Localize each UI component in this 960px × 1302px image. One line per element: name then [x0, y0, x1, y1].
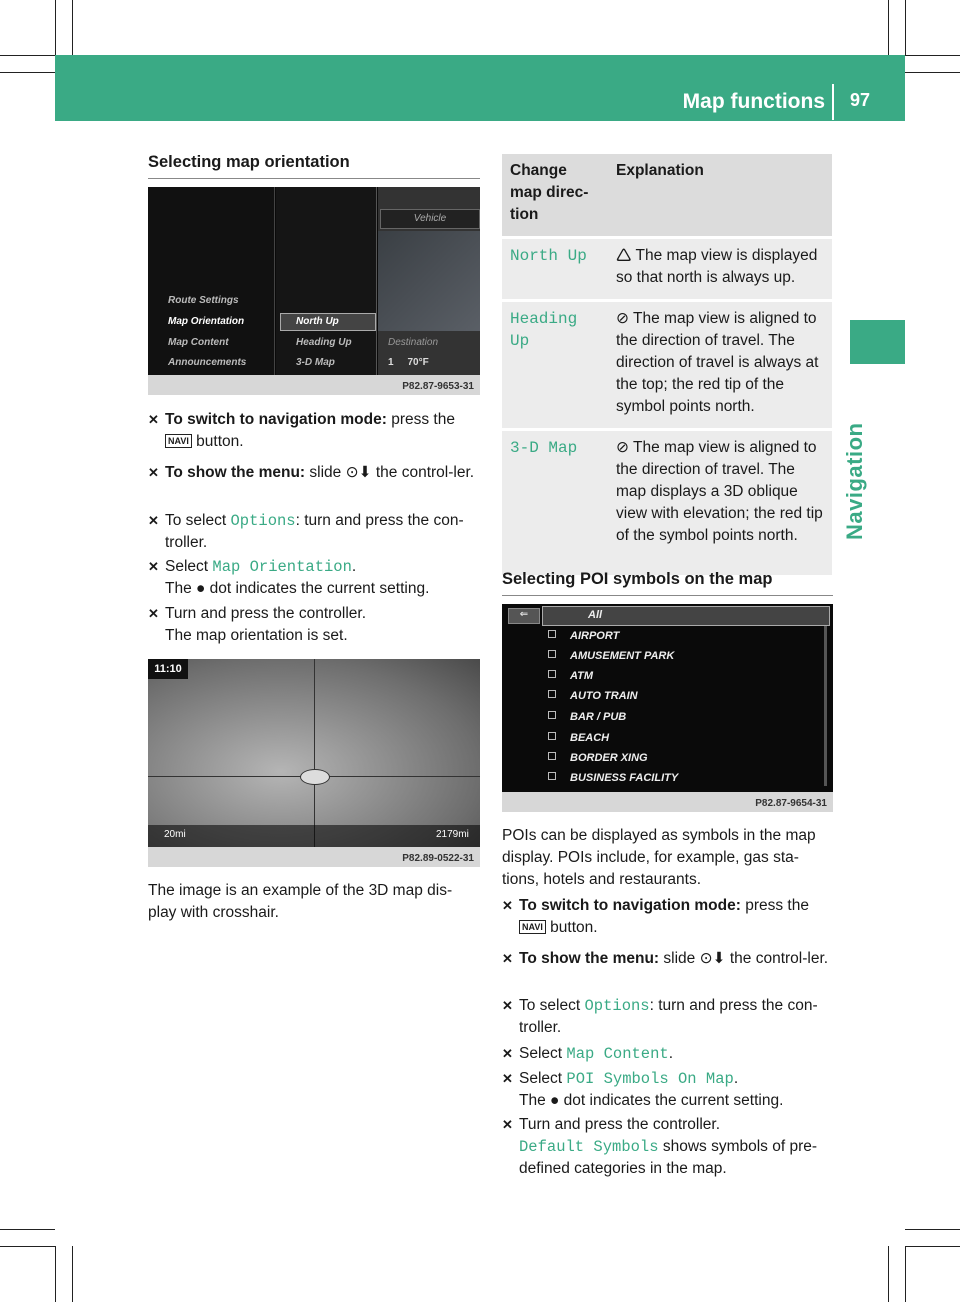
screenshot-orientation-menu: [148, 187, 480, 395]
image-code: P82.87-9653-31: [402, 381, 474, 392]
checkbox-icon: [548, 752, 556, 760]
poi-label: BAR / PUB: [570, 711, 627, 723]
orientation-table: [502, 154, 832, 575]
step-arrow-icon: ✕: [148, 465, 159, 480]
screenshot-poi-menu: [502, 604, 833, 812]
col-header-change: Change map direc-tion: [502, 154, 608, 236]
menu-route-settings: Route Settings: [168, 295, 239, 306]
row-name-north-up: North Up: [510, 247, 587, 265]
checkbox-icon: [548, 670, 556, 678]
step-nav-mode: [502, 895, 850, 939]
poi-label: BUSINESS FACILITY: [570, 772, 679, 784]
step-result: The ● dot indicates the current setting.: [519, 1092, 784, 1109]
step-turn-press: [502, 1114, 850, 1180]
heading-symbol-icon: ⊘: [616, 439, 629, 456]
step-arrow-icon: ✕: [502, 1071, 513, 1086]
step-arrow-icon: ✕: [502, 951, 513, 966]
step-text: press the: [386, 411, 455, 428]
screenshot-footer: [148, 847, 480, 867]
crop-mark: [905, 55, 960, 56]
step-select-poi-symbols: [502, 1068, 850, 1112]
poi-label: AUTO TRAIN: [570, 690, 638, 702]
crop-mark: [72, 0, 73, 55]
crop-mark: [72, 1246, 73, 1302]
checkbox-icon: [548, 650, 556, 658]
heading-map-orientation: Selecting map orientation: [148, 153, 350, 171]
poi-item-amusement: [548, 650, 674, 670]
poi-label: BORDER XING: [570, 752, 648, 764]
menu-term: Map Orientation: [212, 558, 352, 576]
step-select-orientation: [148, 556, 497, 600]
image-code: P82.89-0522-31: [402, 853, 474, 864]
step-arrow-icon: ✕: [502, 998, 513, 1013]
step-tail: button.: [545, 919, 598, 936]
screenshot-footer: [148, 375, 480, 395]
screenshot-footer: [502, 792, 833, 812]
step-text: .: [668, 1045, 674, 1062]
checkbox-icon: [548, 630, 556, 638]
crop-mark: [55, 0, 56, 55]
header-divider: [832, 84, 834, 120]
poi-item-all: All: [588, 609, 603, 621]
step-select-options: [502, 995, 850, 1039]
checkbox-icon: [548, 690, 556, 698]
step-show-menu: [502, 948, 850, 970]
status-readout: 1 70°F: [388, 357, 429, 368]
scrollbar: [824, 626, 827, 786]
checkbox-icon: [548, 732, 556, 740]
step-bold: To switch to navigation mode:: [165, 411, 387, 428]
crop-mark: [55, 1246, 56, 1302]
menu-announcements: Announcements: [168, 357, 247, 368]
crop-mark: [905, 0, 906, 55]
step-select-map-content: [502, 1043, 850, 1065]
step-text: : turn and press the con-troller.: [165, 512, 464, 551]
step-pre: Select: [519, 1045, 567, 1062]
map-statusbar: [148, 825, 480, 847]
section-title: Map functions: [682, 90, 825, 113]
map-caption: The image is an example of the 3D map dis-play with crosshair.: [148, 882, 453, 921]
poi-intro: POIs can be displayed as symbols in the map display. POIs include, for example, gas sta-tions, hotels and restaurants.: [502, 827, 816, 888]
heading-poi-symbols: Selecting POI symbols on the map: [502, 570, 773, 588]
poi-item-atm: [548, 670, 593, 690]
vehicle-label: Vehicle: [380, 209, 480, 229]
step-text: slide ⊙⬇ the control-ler.: [659, 950, 829, 967]
step-show-menu: [148, 462, 497, 484]
checkbox-icon: [548, 772, 556, 780]
poi-item-bar: [548, 711, 626, 731]
crop-mark: [905, 1246, 960, 1247]
distance-readout: 2179mi: [436, 829, 469, 840]
item-highlight: [542, 606, 830, 626]
step-result: The map orientation is set.: [165, 627, 348, 644]
step-text: : turn and press the con-troller.: [519, 997, 818, 1036]
sub-3d-map: 3-D Map: [296, 357, 335, 368]
step-bold: To show the menu:: [519, 950, 660, 967]
row-desc: The map view is aligned to the direction of travel. The map displays a 3D oblique view with elevation; the red tip of the symbol points north.: [616, 439, 823, 544]
step-arrow-icon: ✕: [148, 559, 159, 574]
step-pre: Select: [519, 1070, 567, 1087]
poi-label: AMUSEMENT PARK: [570, 650, 675, 662]
heading-rule: [502, 595, 833, 596]
chapter-label: Navigation: [842, 422, 867, 540]
menu-term: POI Symbols On Map: [566, 1070, 734, 1088]
map-scale: 20mi: [164, 829, 186, 840]
step-pre: Select: [165, 558, 213, 575]
crop-mark: [0, 1246, 55, 1247]
crop-mark: [905, 1246, 906, 1302]
crosshair-vertical: [314, 659, 315, 847]
crop-mark: [905, 1229, 960, 1230]
step-arrow-icon: ✕: [502, 898, 513, 913]
destination-label: Destination: [388, 337, 439, 348]
step-arrow-icon: ✕: [148, 412, 159, 427]
back-icon: ⇐: [508, 608, 540, 624]
step-nav-mode: [148, 409, 497, 453]
step-text: .: [733, 1070, 739, 1087]
step-arrow-icon: ✕: [502, 1046, 513, 1061]
step-turn-press: [148, 603, 497, 647]
step-pre: Turn and press the controller.: [519, 1116, 721, 1133]
crop-mark: [888, 1246, 889, 1302]
step-text: .: [351, 558, 357, 575]
map-area: [378, 231, 480, 331]
step-text: slide ⊙⬇ the control-ler.: [305, 464, 475, 481]
menu-map-orientation: Map Orientation: [168, 316, 245, 327]
heading-rule: [148, 178, 480, 179]
image-code: P82.87-9654-31: [755, 798, 827, 809]
step-arrow-icon: ✕: [148, 606, 159, 621]
poi-item-business: [548, 772, 678, 792]
checkbox-icon: [548, 711, 556, 719]
poi-item-border: [548, 752, 648, 772]
navi-key-icon: NAVI: [165, 434, 192, 448]
crop-mark: [0, 72, 55, 73]
menu-map-content: Map Content: [168, 337, 229, 348]
crop-mark: [888, 0, 889, 55]
navi-key-icon: NAVI: [519, 920, 546, 934]
row-name-heading-up: Heading Up: [510, 310, 578, 350]
menu-term: Options: [584, 997, 650, 1015]
heading-symbol-icon: ⊘: [616, 310, 629, 327]
step-pre: To select: [519, 997, 585, 1014]
sub-heading-up: Heading Up: [296, 337, 352, 348]
step-bold: To switch to navigation mode:: [519, 897, 741, 914]
step-text: press the: [740, 897, 809, 914]
clock: 11:10: [148, 659, 188, 679]
step-result: shows symbols of pre-defined categories in the map.: [519, 1138, 818, 1177]
row-name-3d-map: 3-D Map: [510, 439, 578, 457]
row-desc: The map view is displayed so that north is always up.: [616, 247, 818, 286]
step-tail: button.: [191, 433, 244, 450]
poi-label: AIRPORT: [570, 630, 620, 642]
step-arrow-icon: ✕: [148, 513, 159, 528]
poi-item-auto-train: [548, 690, 638, 710]
screenshot-3d-map: [148, 659, 480, 867]
menu-term: Map Content: [566, 1045, 669, 1063]
north-symbol-icon: 🛆: [616, 247, 632, 264]
row-desc: The map view is aligned to the direction of travel. The direction of travel is always at the top; the red tip of the symbol points north.: [616, 310, 819, 415]
crop-mark: [905, 72, 960, 73]
crop-mark: [0, 1229, 55, 1230]
step-select-options: [148, 510, 497, 554]
sub-north-up: North Up: [296, 316, 339, 327]
step-result: The ● dot indicates the current setting.: [165, 580, 430, 597]
vehicle-icon: [300, 769, 330, 785]
poi-item-airport: [548, 630, 619, 650]
page-number: 97: [850, 90, 871, 110]
step-arrow-icon: ✕: [502, 1117, 513, 1132]
menu-term: Options: [230, 512, 296, 530]
step-bold: To show the menu:: [165, 464, 306, 481]
step-pre: Turn and press the controller.: [165, 605, 367, 622]
poi-label: BEACH: [570, 732, 610, 744]
menu-term: Default Symbols: [519, 1138, 659, 1156]
crop-mark: [0, 55, 55, 56]
step-pre: To select: [165, 512, 231, 529]
poi-label: ATM: [570, 670, 594, 682]
poi-item-beach: [548, 732, 609, 752]
col-header-explanation: Explanation: [608, 154, 832, 236]
map-preview: [378, 187, 480, 375]
